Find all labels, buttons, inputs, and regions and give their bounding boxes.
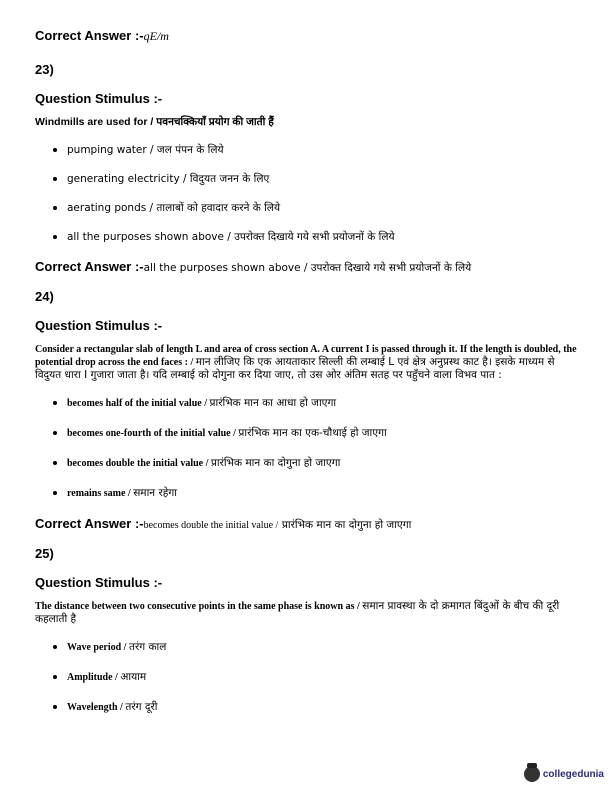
correct-answer-label: Correct Answer :-	[35, 516, 144, 531]
collegedunia-logo	[524, 766, 604, 782]
option-item: becomes double the initial value / प्रारंभिक मान का दोगुना हो जाएगा	[53, 456, 580, 471]
question-stimulus	[35, 343, 580, 382]
logo-text: collegedunia	[542, 768, 604, 780]
correct-answer	[35, 516, 580, 532]
correct-answer-text-en: becomes double the initial value /	[143, 520, 279, 531]
correct-answer	[35, 259, 580, 275]
question-heading: Question Stimulus :-	[35, 318, 163, 333]
question-heading: Question Stimulus :-	[35, 91, 163, 106]
option-item: becomes one-fourth of the initial value / प्रारंभिक मान का एक-चौथाई हो जाएगा	[53, 426, 580, 441]
question-stimulus	[35, 600, 580, 626]
option-list	[35, 640, 580, 715]
stimulus-english: Consider a rectangular slab of length L and area of cross section A. A current I is passed through it. If the length is doubled, the potential drop across the end faces : /	[35, 344, 577, 368]
correct-answer-value: qE/m	[143, 29, 169, 43]
question-heading: Question Stimulus :-	[35, 575, 163, 590]
correct-answer-text-hi: प्रारंभिक मान का दोगुना हो जाएगा	[281, 519, 412, 531]
question-number: 23)	[35, 62, 54, 77]
stimulus-english: The distance between two consecutive points in the same phase is known as /	[35, 601, 360, 612]
question-stimulus: Windmills are used for / पवनचक्कियाँ प्रयोग की जाती हैं	[35, 116, 274, 128]
correct-answer-label: Correct Answer :-	[35, 259, 144, 274]
option-item: all the purposes shown above / उपरोक्त दिखाये गये सभी प्रयोजनों के लिये	[53, 230, 580, 244]
option-item: Wavelength / तरंग दूरी	[53, 700, 580, 715]
mascot-icon	[524, 766, 540, 782]
document-page	[35, 28, 580, 730]
option-item: becomes half of the initial value / प्रारंभिक मान का आधा हो जाएगा	[53, 396, 580, 411]
correct-answer-label: Correct Answer :-	[35, 28, 144, 43]
option-item: Wave period / तरंग काल	[53, 640, 580, 655]
stimulus-hindi: मान लीजिए कि एक आयताकार सिल्ली की लम्बाई L एवं क्षेत्र अनुप्रस्थ काट है। इसके माध्यम से विदुयत धारा I गुजारा जाता है। यदि लम्बाई को दोगुना कर दिया जाए, तो उस ओर अंतिम सतह पर पहुँचने वाला विभव पात :	[35, 356, 555, 381]
option-item: remains same / समान रहेगा	[53, 486, 580, 501]
correct-answer-text: all the purposes shown above / उपरोक्त दिखाये गये सभी प्रयोजनों के लिये	[143, 262, 472, 274]
option-list	[35, 143, 580, 244]
option-list	[35, 396, 580, 501]
stimulus-hindi: समान प्रावस्था के दो क्रमागत बिंदुओं के बीच की दूरी कहलाती है	[35, 600, 560, 625]
question-number: 24)	[35, 289, 54, 304]
option-item: pumping water / जल पंपन के लिये	[53, 143, 580, 157]
question-number: 25)	[35, 546, 54, 561]
option-item: aerating ponds / तालाबों को हवादार करने के लिये	[53, 201, 580, 215]
option-item: Amplitude / आयाम	[53, 670, 580, 685]
option-item: generating electricity / विदुयत जनन के लिए	[53, 172, 580, 186]
previous-correct-answer	[35, 28, 580, 44]
